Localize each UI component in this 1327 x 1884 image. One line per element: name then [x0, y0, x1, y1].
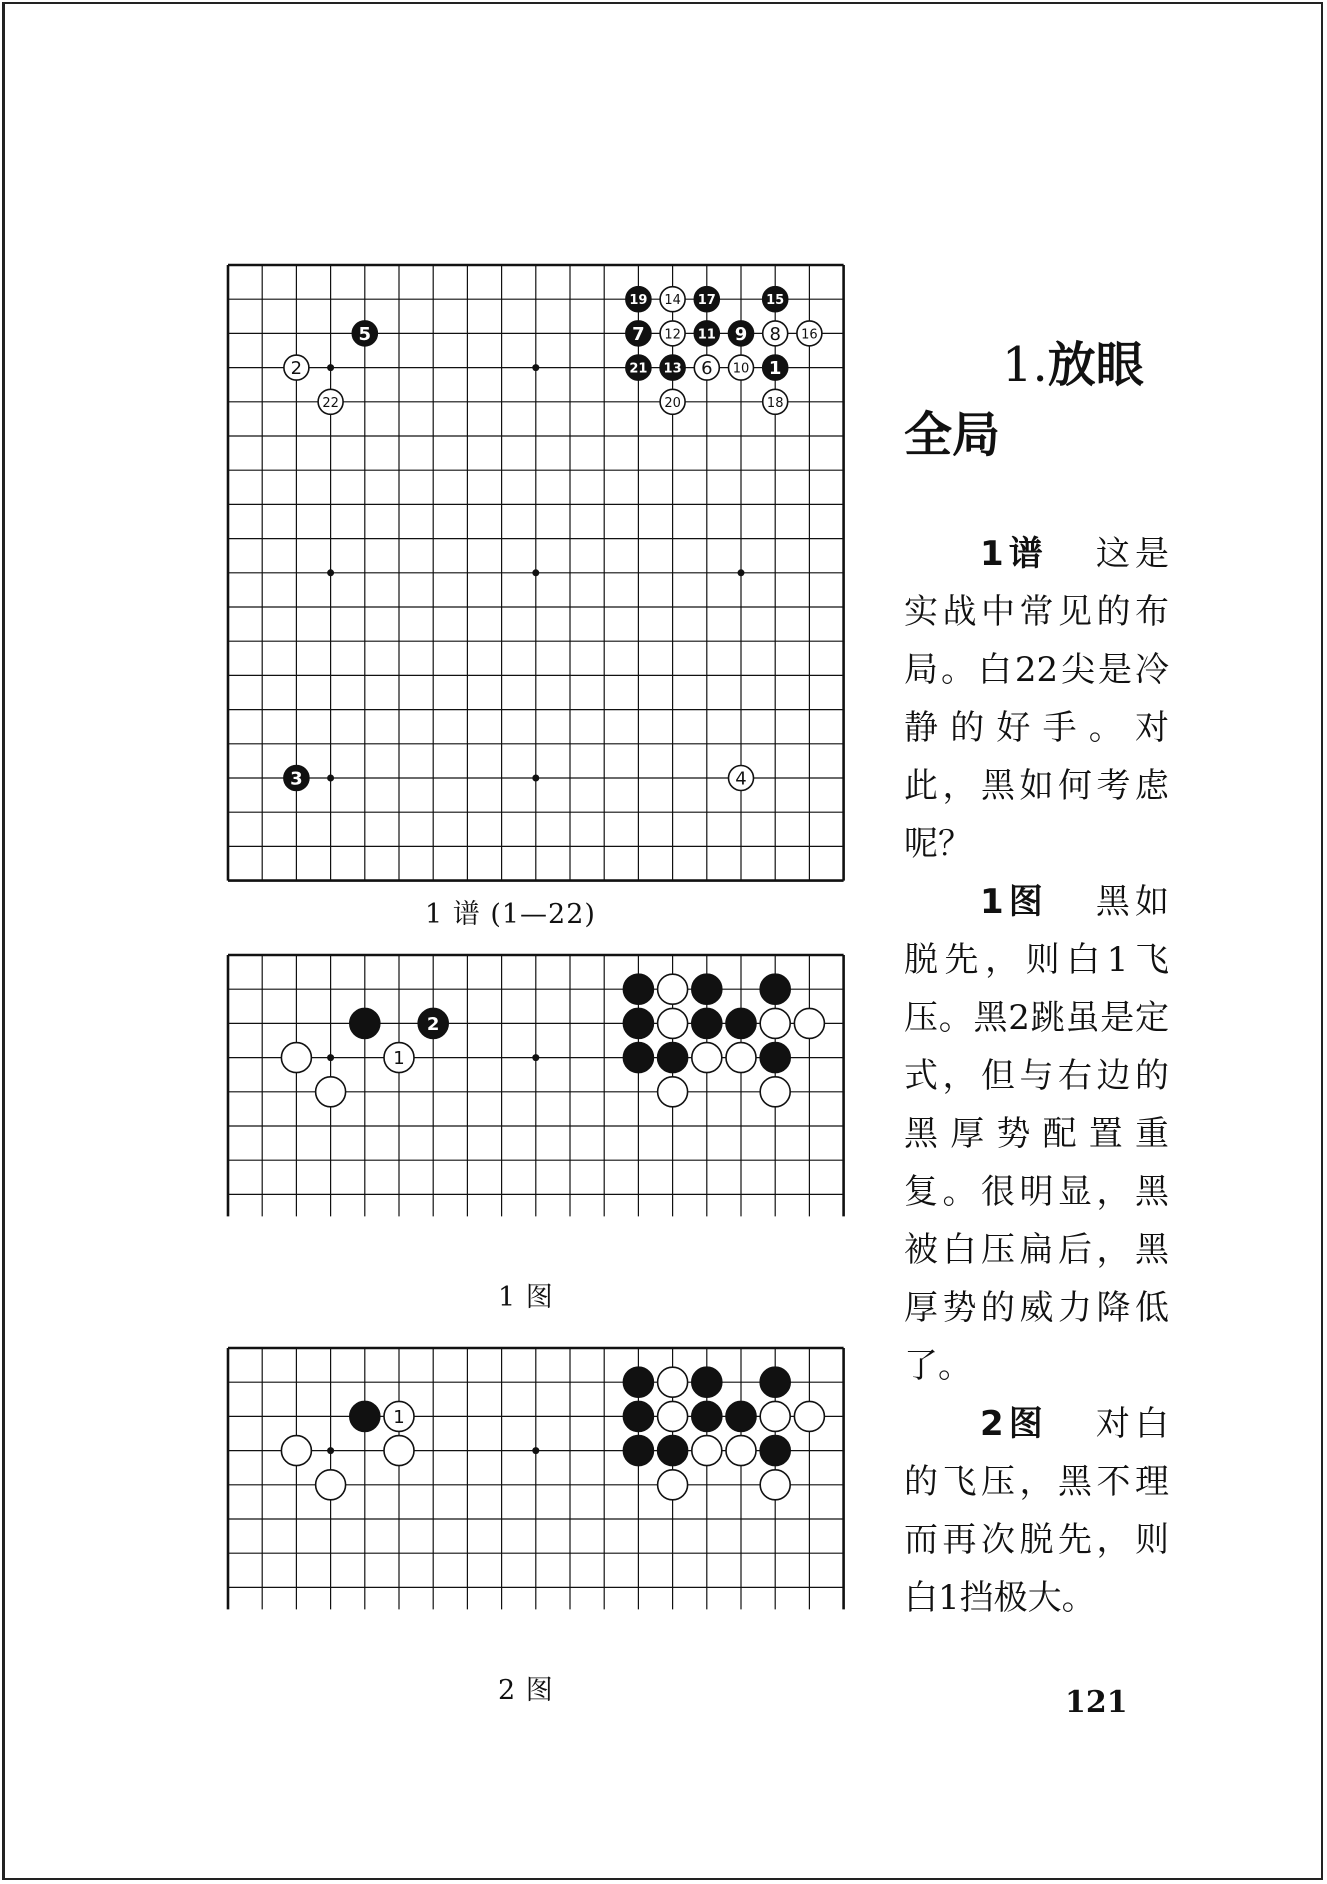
black-stone	[350, 1008, 380, 1038]
stone-move-number: 2	[426, 1013, 440, 1035]
stone-move-number: 12	[664, 327, 681, 343]
white-stone	[316, 1077, 346, 1107]
black-stone	[623, 1008, 653, 1038]
stone-move-number: 3	[290, 768, 303, 790]
black-stone	[350, 1401, 380, 1431]
white-stone	[726, 1043, 756, 1073]
white-stone	[284, 355, 309, 380]
stone-move-number: 11	[697, 327, 716, 343]
white-stone	[692, 1436, 722, 1466]
black-stone	[623, 974, 653, 1004]
go-board-svg	[225, 952, 845, 1242]
white-stone	[384, 1436, 414, 1466]
white-stone	[797, 321, 822, 346]
white-stone	[729, 355, 754, 380]
black-stone	[418, 1008, 448, 1038]
paragraph-label: 2图	[980, 1404, 1048, 1444]
stone-move-number: 10	[732, 361, 750, 377]
white-stone	[384, 1401, 414, 1431]
white-stone	[658, 1077, 688, 1107]
black-stone	[729, 321, 754, 346]
stone-move-number: 16	[801, 327, 818, 343]
go-board-game-record	[225, 262, 845, 882]
paragraph	[904, 873, 1169, 1395]
stone-move-number: 18	[766, 395, 784, 411]
white-stone	[726, 1436, 756, 1466]
stone-move-number: 20	[664, 395, 681, 411]
black-stone	[284, 766, 309, 791]
black-stone	[726, 1401, 756, 1431]
stone-move-number: 1	[393, 1406, 405, 1428]
white-stone	[760, 1470, 790, 1500]
star-point	[327, 1447, 334, 1454]
white-stone	[794, 1401, 824, 1431]
black-stone	[626, 355, 651, 380]
white-stone	[316, 1470, 346, 1500]
stone-move-number: 7	[632, 323, 645, 345]
stone-move-number: 22	[322, 395, 339, 411]
black-stone	[760, 1436, 790, 1466]
black-stone	[623, 1043, 653, 1073]
section-number: 1.	[1002, 337, 1048, 393]
black-stone	[760, 1043, 790, 1073]
board-caption: 1 谱 (1—22)	[425, 899, 596, 930]
white-stone	[692, 1043, 722, 1073]
black-stone	[626, 287, 651, 312]
white-stone	[694, 355, 719, 380]
black-stone	[626, 321, 651, 346]
white-stone	[658, 1470, 688, 1500]
paragraph	[904, 525, 1169, 873]
stone-move-number: 8	[769, 323, 781, 345]
black-stone	[352, 321, 377, 346]
stone-move-number: 6	[701, 358, 713, 380]
paragraph-label: 1谱	[980, 534, 1048, 574]
paragraph-text: 对白的飞压，黑不理而再次脱先，则白1挡极大。	[904, 1404, 1169, 1618]
white-stone	[760, 1077, 790, 1107]
stone-move-number: 17	[697, 293, 716, 309]
white-stone	[384, 1043, 414, 1073]
star-point	[532, 1054, 539, 1061]
stone-move-number: 4	[735, 768, 747, 790]
stone-move-number: 1	[768, 358, 782, 380]
paragraph-text: 黑如脱先，则白1飞压。黑2跳虽是定式，但与右边的黑厚势配置重复。很明显，黑被白压扁后，黑厚势的威力降低了。	[904, 882, 1169, 1386]
black-stone	[694, 287, 719, 312]
stone-move-number: 19	[629, 293, 648, 309]
board-caption: 1 图	[498, 1282, 554, 1313]
stone-move-number: 1	[393, 1048, 405, 1070]
black-stone	[658, 1436, 688, 1466]
stone-move-number: 13	[663, 361, 682, 377]
section-title-line1: 放眼	[1047, 337, 1144, 393]
board-caption: 2 图	[498, 1675, 554, 1706]
black-stone	[694, 321, 719, 346]
white-stone	[660, 287, 685, 312]
section-heading	[904, 330, 1169, 470]
paragraph	[904, 1395, 1169, 1627]
black-stone	[623, 1367, 653, 1397]
black-stone	[623, 1401, 653, 1431]
star-point	[327, 775, 334, 782]
stone-move-number: 21	[629, 361, 648, 377]
stone-move-number: 5	[358, 323, 372, 345]
stone-move-number: 15	[766, 293, 785, 309]
white-stone	[281, 1436, 311, 1466]
star-point	[738, 569, 745, 576]
white-stone	[760, 1008, 790, 1038]
stone-move-number: 9	[734, 323, 748, 345]
black-stone	[692, 1367, 722, 1397]
white-stone	[281, 1043, 311, 1073]
star-point	[327, 569, 334, 576]
star-point	[532, 1447, 539, 1454]
black-stone	[763, 287, 788, 312]
go-board-svg	[225, 262, 845, 882]
black-stone	[660, 355, 685, 380]
black-stone	[623, 1436, 653, 1466]
go-board-diagram-2	[225, 1345, 845, 1635]
white-stone	[729, 766, 754, 791]
white-stone	[658, 1008, 688, 1038]
stone-move-number: 2	[290, 358, 303, 380]
star-point	[532, 775, 539, 782]
paragraph-label: 1图	[980, 882, 1048, 922]
stone-move-number: 14	[664, 293, 681, 309]
paragraph-text: 这是实战中常见的布局。白22尖是冷静的好手。对此，黑如何考虑呢？	[904, 534, 1169, 864]
white-stone	[763, 389, 788, 414]
white-stone	[658, 1367, 688, 1397]
star-point	[327, 364, 334, 371]
white-stone	[658, 974, 688, 1004]
white-stone	[763, 321, 788, 346]
white-stone	[760, 1401, 790, 1431]
star-point	[532, 569, 539, 576]
black-stone	[692, 974, 722, 1004]
star-point	[327, 1054, 334, 1061]
section-title-line2: 全局	[904, 407, 1001, 463]
black-stone	[763, 355, 788, 380]
black-stone	[726, 1008, 756, 1038]
go-board-svg	[225, 1345, 845, 1635]
black-stone	[692, 1008, 722, 1038]
black-stone	[692, 1401, 722, 1431]
white-stone	[660, 389, 685, 414]
body-text	[904, 525, 1169, 1627]
white-stone	[794, 1008, 824, 1038]
star-point	[532, 364, 539, 371]
black-stone	[760, 1367, 790, 1397]
white-stone	[660, 321, 685, 346]
black-stone	[658, 1043, 688, 1073]
page-number: 121	[1065, 1685, 1128, 1720]
go-board-diagram-1	[225, 952, 845, 1242]
white-stone	[658, 1401, 688, 1431]
white-stone	[318, 389, 343, 414]
black-stone	[760, 974, 790, 1004]
